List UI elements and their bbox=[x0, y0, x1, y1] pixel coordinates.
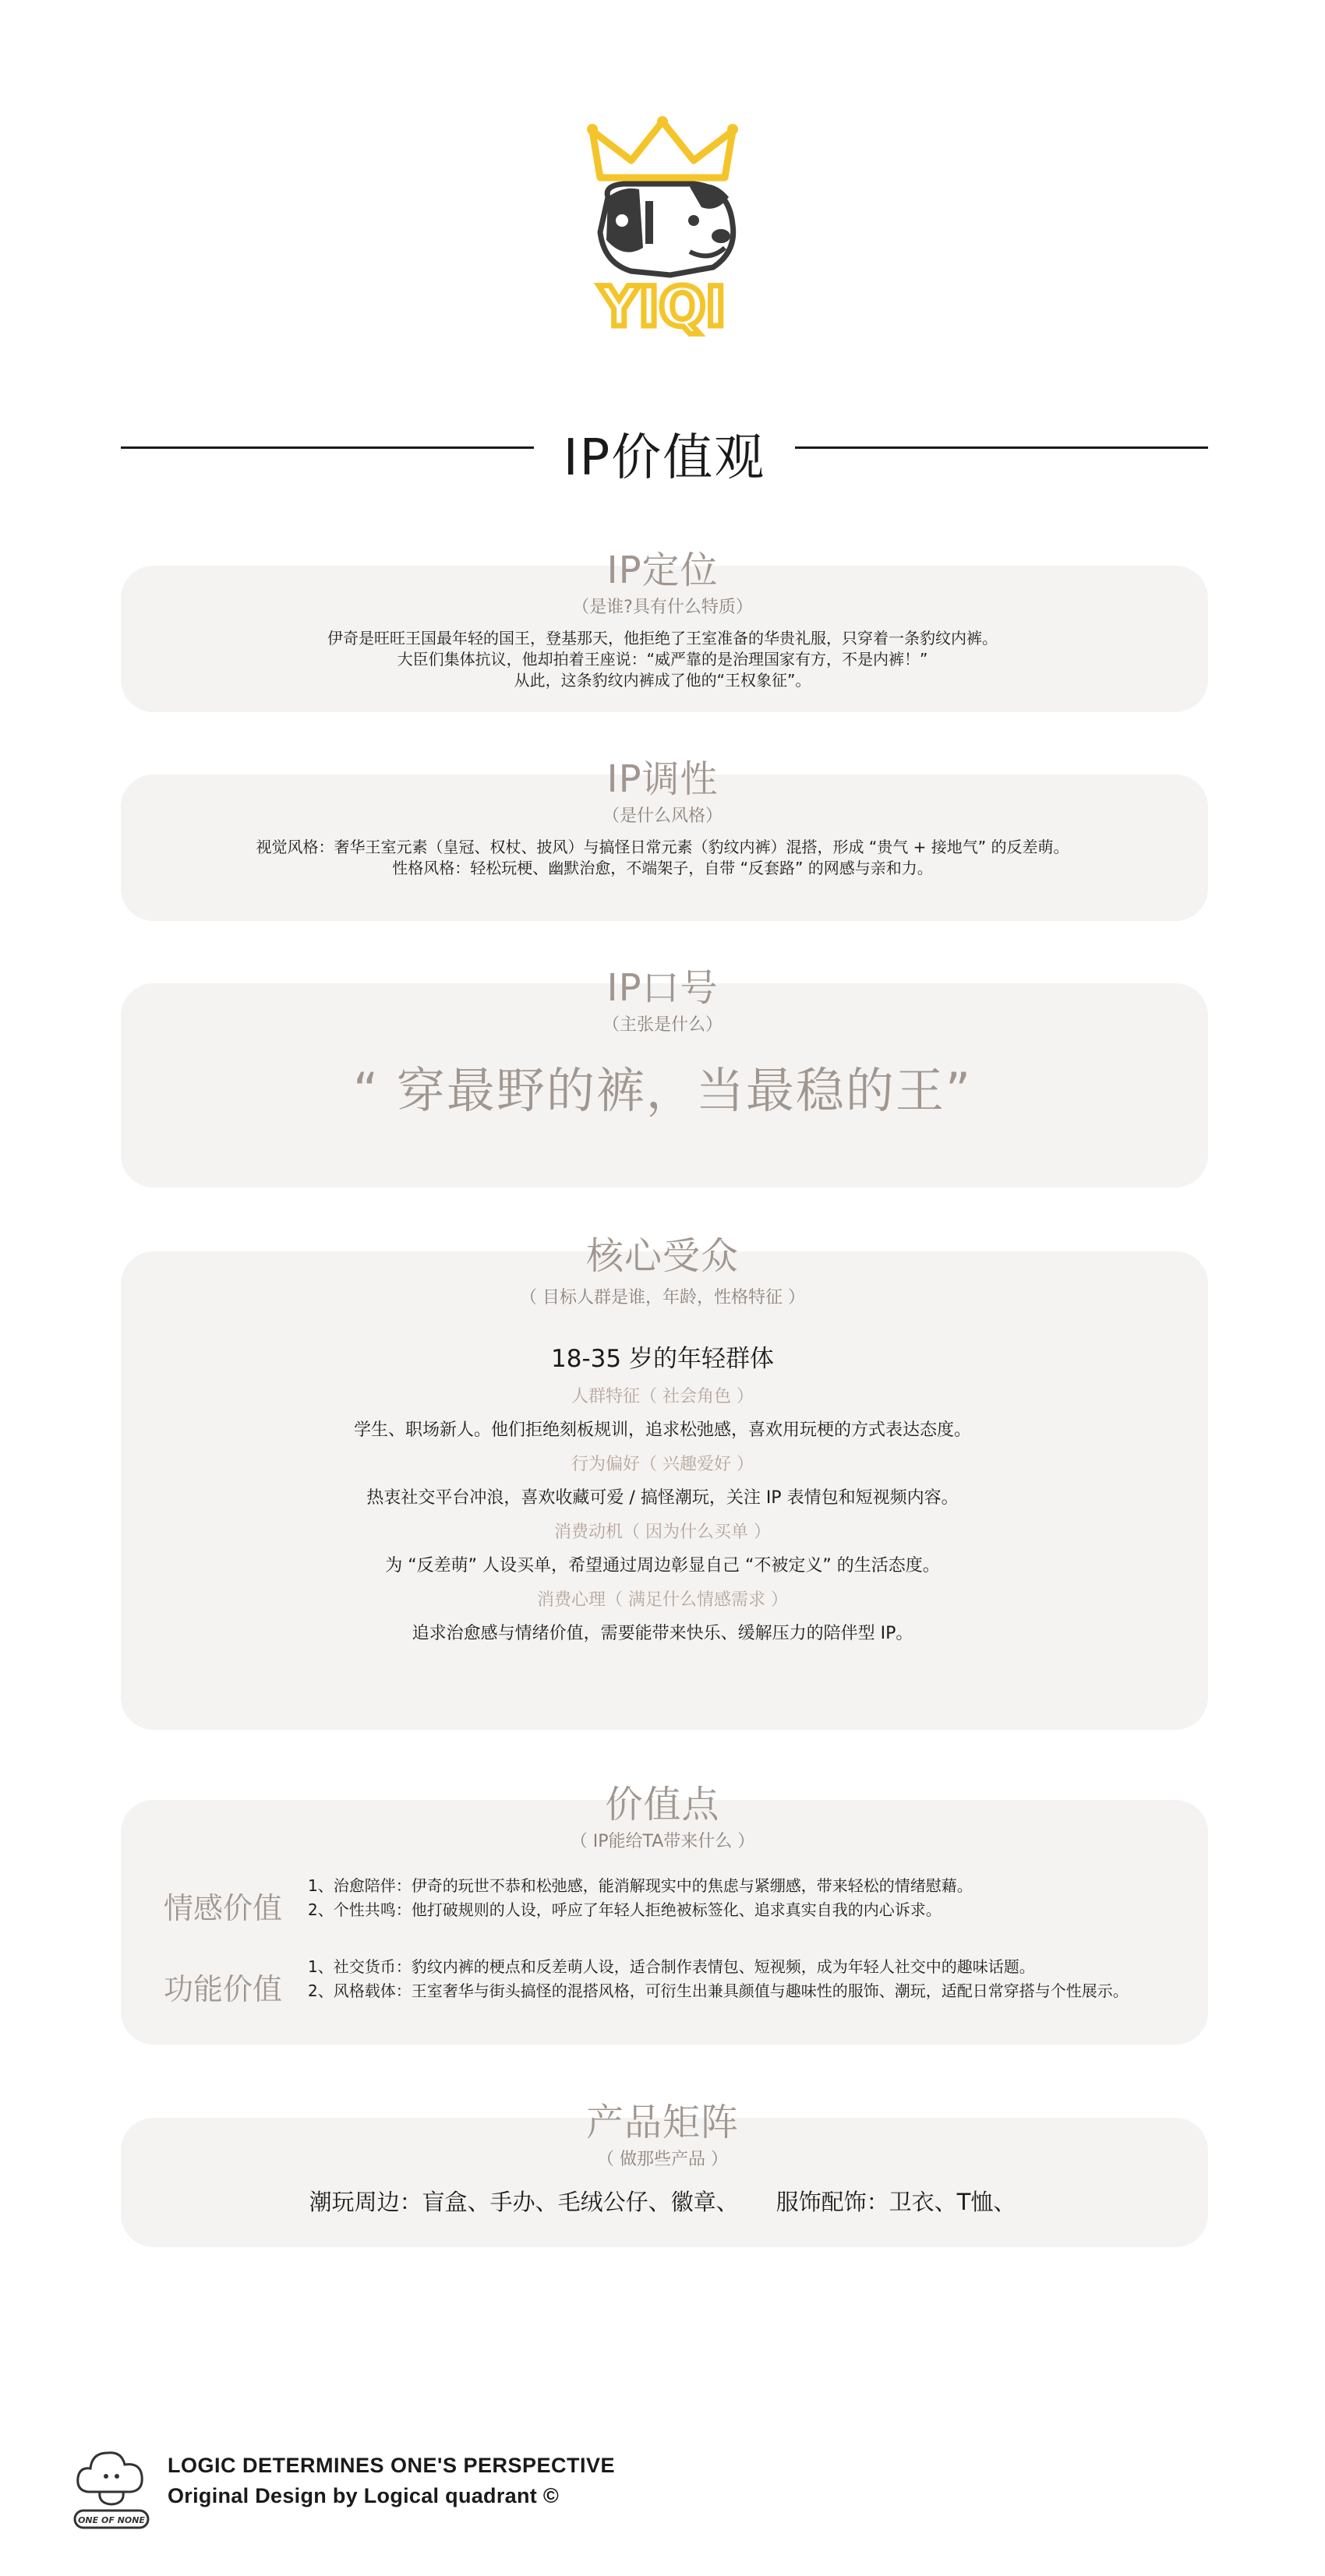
footer-line-1: LOGIC DETERMINES ONE'S PERSPECTIVE bbox=[168, 2454, 616, 2477]
footer-badge: ONE OF NONE bbox=[78, 2515, 145, 2525]
footer-line-2: Original Design by Logical quadrant © bbox=[168, 2484, 560, 2507]
slogan-subtitle: （主张是什么） bbox=[602, 1015, 723, 1035]
products-title: 产品矩阵 bbox=[585, 2101, 739, 2144]
products-subtitle: （ 做那些产品 ） bbox=[597, 2150, 728, 2169]
positioning-line: 伊奇是旺旺王国最年轻的国王，登基那天，他拒绝了王室准备的华贵礼服，只穿着一条豹纹内裤。 bbox=[327, 629, 998, 648]
tone-title: IP调性 bbox=[606, 757, 719, 801]
crown-icon bbox=[592, 122, 733, 178]
positioning-body bbox=[0, 628, 1325, 691]
audience-label: 人群特征（ 社会角色 ） bbox=[571, 1387, 754, 1406]
section-header bbox=[121, 411, 1208, 487]
value-line: 1、治愈陪伴：伊奇的玩世不恭和松弛感，能消解现实中的焦虑与紧绷感，带来轻松的情绪慰藉。 bbox=[308, 1876, 973, 1895]
value-line: 2、风格载体：王室奢华与街头搞怪的混搭风格，可衍生出兼具颜值与趣味性的服饰、潮玩，适配日常穿搭与个性展示。 bbox=[308, 1981, 1129, 2000]
page-title: IP价值观 bbox=[563, 429, 766, 487]
product-item: 潮玩周边：盲盒、手办、毛绒公仔、徽章、 bbox=[309, 2189, 739, 2215]
slogan-title: IP口号 bbox=[606, 966, 719, 1010]
positioning-line: 从此，这条豹纹内裤成了他的“王权象征”。 bbox=[514, 671, 811, 690]
audience-text: 追求治愈感与情绪价值，需要能带来快乐、缓解压力的陪伴型 IP。 bbox=[412, 1624, 913, 1643]
positioning-subtitle: （是谁?具有什么特质） bbox=[572, 598, 753, 617]
product-item: 服饰配饰：卫衣、T恤、 bbox=[776, 2189, 1016, 2215]
audience-label: 消费心理（ 满足什么情感需求 ） bbox=[537, 1590, 788, 1610]
header-rule-right bbox=[795, 446, 1208, 449]
audience-main: 18-35 岁的年轻群体 bbox=[551, 1345, 774, 1373]
value-group-label: 功能价值 bbox=[164, 1972, 283, 2006]
logo-text: YIQI bbox=[599, 275, 726, 339]
value-line: 1、社交货币：豹纹内裤的梗点和反差萌人设，适合制作表情包、短视频，成为年轻人社交中的趣味话题。 bbox=[308, 1957, 1035, 1976]
audience-text: 热衷社交平台冲浪，喜欢收藏可爱 / 搞怪潮玩，关注 IP 表情包和短视频内容。 bbox=[366, 1488, 959, 1508]
positioning-line: 大臣们集体抗议，他却拍着王座说：“威严靠的是治理国家有方，不是内裤！” bbox=[397, 650, 928, 669]
products-list bbox=[0, 2185, 1325, 2217]
value-line: 2、个性共鸣：他打破规则的人设，呼应了年轻人拒绝被标签化、追求真实自我的内心诉求。 bbox=[308, 1900, 942, 1919]
cloud-icon bbox=[78, 2453, 142, 2492]
audience-text: 学生、职场新人。他们拒绝刻板规训，追求松弛感，喜欢用玩梗的方式表达态度。 bbox=[353, 1420, 971, 1440]
audience-title: 核心受众 bbox=[585, 1234, 739, 1278]
value-group-label: 情感价值 bbox=[164, 1891, 283, 1925]
audience-text: 为 “反差萌” 人设买单，希望通过周边彰显自己 “不被定义” 的生活态度。 bbox=[385, 1556, 940, 1576]
audience-label: 行为偏好（ 兴趣爱好 ） bbox=[571, 1455, 754, 1474]
tone-subtitle: （是什么风格） bbox=[602, 806, 723, 826]
positioning-title: IP定位 bbox=[606, 549, 719, 592]
one-of-none-logo bbox=[69, 2430, 154, 2531]
value-subtitle: （ IP能给TA带来什么 ） bbox=[570, 1832, 755, 1851]
audience-subtitle: （ 目标人群是谁，年龄，性格特征 ） bbox=[520, 1288, 805, 1307]
tone-line: 视觉风格：奢华王室元素（皇冠、权杖、披风）与搞怪日常元素（豹纹内裤）混搭，形成 “贵气 + 接地气” 的反差萌。 bbox=[256, 838, 1069, 856]
value-title: 价值点 bbox=[605, 1783, 720, 1826]
audience-label: 消费动机（ 因为什么买单 ） bbox=[554, 1523, 771, 1542]
tone-body bbox=[0, 837, 1325, 879]
value-group-text bbox=[308, 1955, 1196, 2003]
dog-head-icon bbox=[600, 184, 733, 275]
value-group-text bbox=[308, 1874, 1196, 1922]
yiqi-logo bbox=[577, 115, 748, 341]
slogan-text: “ 穿最野的裤，当最稳的王” bbox=[353, 1062, 972, 1119]
tone-line: 性格风格：轻松玩梗、幽默治愈，不端架子，自带 “反套路” 的网感与亲和力。 bbox=[392, 859, 933, 877]
